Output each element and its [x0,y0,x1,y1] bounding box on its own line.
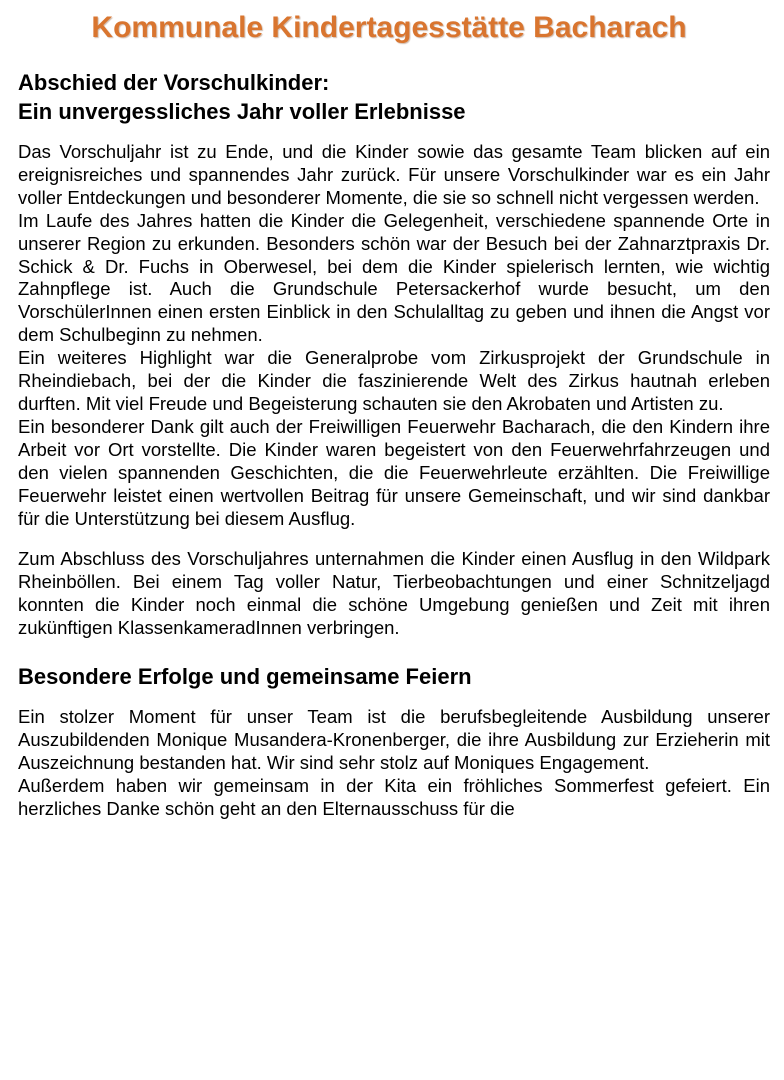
section-heading-line-1: Abschied der Vorschulkinder: [18,70,330,95]
page-title: Kommunale Kindertagesstätte Bacharach [91,11,687,44]
paragraph: Im Laufe des Jahres hatten die Kinder die Gelegenheit, verschiedene spannende Orte in unserer Region zu erkunden. Besonders schön war der Besuch bei der Zahnarztpraxis Dr. Schick & Dr. Fuchs in Oberwesel, bei dem die Kinder spielerisch lernten, wie wichtig Zahnpflege ist. Auch die Grundschule Petersackerhof wurde besucht, um den VorschülerInnen einen ersten Einblick in den Schulalltag zu geben und ihnen die Angst vor dem Schulbeginn zu nehmen. [18,209,770,346]
paragraph: Ein weiteres Highlight war die Generalprobe vom Zirkusprojekt der Grundschule in Rheindiebach, bei der die Kinder die faszinierende Welt des Zirkus hautnah erleben durften. Mit viel Freude und Begeisterung schauten sie den Akrobaten und Artisten zu. [18,347,770,414]
section-heading-achievements: Besondere Erfolge und gemeinsame Feiern [18,664,472,690]
section-body-achievements [18,706,770,821]
section-heading-line-2: Ein unvergessliches Jahr voller Erlebnisse [18,99,466,124]
paragraph: Das Vorschuljahr ist zu Ende, und die Kinder sowie das gesamte Team blicken auf ein ereignisreiches und spannendes Jahr zurück. Für unsere Vorschulkinder war es ein Jahr voller Entdeckungen und besonderer Momente, die sie so schnell nicht vergessen werden. [18,141,770,208]
paragraph: Außerdem haben wir gemeinsam in der Kita ein fröhliches Sommerfest gefeiert. Ein herzliches Danke schön geht an den Elternausschuss für die [18,774,770,819]
paragraph: Zum Abschluss des Vorschuljahres unternahmen die Kinder einen Ausflug in den Wildpark Rheinböllen. Bei einem Tag voller Natur, Tierbeobachtungen und einer Schnitzeljagd konnten die Kinder noch einmal die schöne Umgebung genießen und Zeit mit ihren zukünftigen KlassenkameradInnen verbringen. [18,548,770,639]
section-body-farewell [18,141,770,640]
document-page [18,0,770,821]
paragraph: Ein besonderer Dank gilt auch der Freiwilligen Feuerwehr Bacharach, die den Kindern ihre Arbeit vor Ort vorstellte. Die Kinder waren begeistert von den Feuerwehrfahrzeugen und den vielen spannenden Geschichten, die die Feuerwehrleute erzählten. Die Freiwillige Feuerwehr leistet einen wertvollen Beitrag für unsere Gemeinschaft, und wir sind dankbar für die Unterstützung bei diesem Ausflug. [18,415,770,529]
paragraph: Ein stolzer Moment für unser Team ist die berufsbegleitende Ausbildung unserer Auszubildenden Monique Musandera-Kronenberger, die ihre Ausbildung zur Erzieherin mit Auszeichnung bestanden hat. Wir sind sehr stolz auf Moniques Engagement. [18,706,770,773]
section-heading-farewell [18,68,770,126]
